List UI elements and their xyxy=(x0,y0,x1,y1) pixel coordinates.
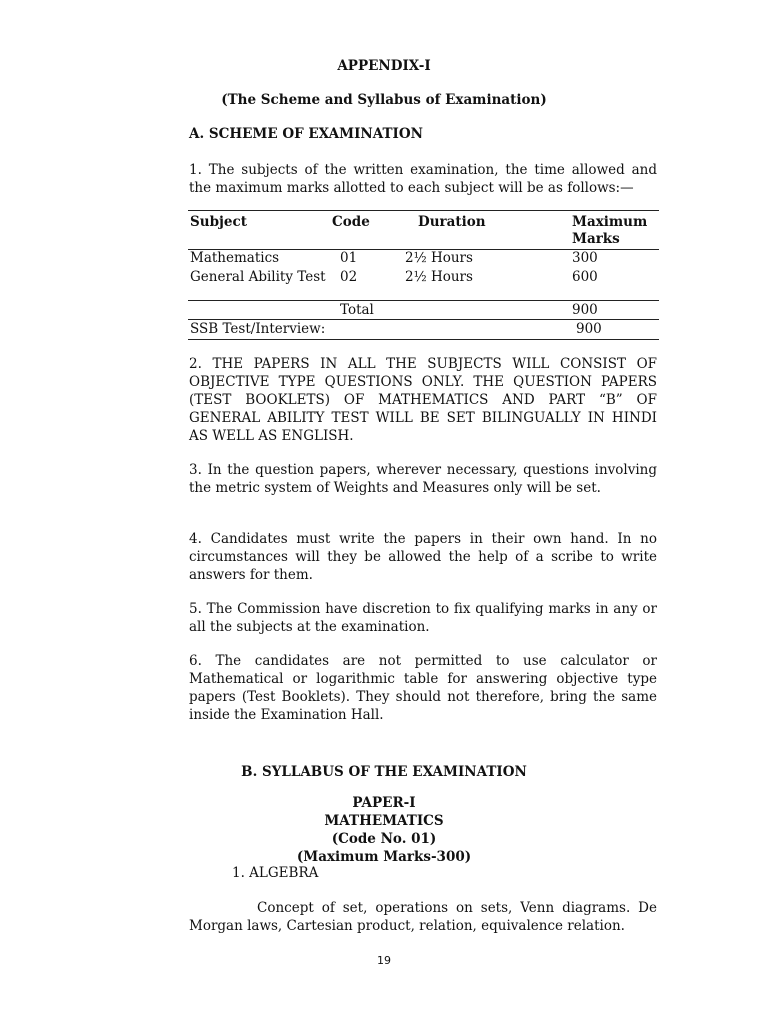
row-duration: 2½ Hours xyxy=(405,269,473,285)
row-marks: 300 xyxy=(572,250,598,266)
table-ssb-rule xyxy=(188,319,659,320)
row-subject: Mathematics xyxy=(190,250,280,266)
section-a-heading: A. SCHEME OF EXAMINATION xyxy=(189,126,423,142)
table-total-rule xyxy=(188,300,659,301)
total-value: 900 xyxy=(572,302,598,318)
row-duration: 2½ Hours xyxy=(405,250,473,266)
paragraph-2: 2. THE PAPERS IN ALL THE SUBJECTS WILL CONSIST OF OBJECTIVE TYPE QUESTIONS ONLY. THE QUESTION PAPERS (TEST BOOKLETS) OF MATHEMATICS AND PART “B” OF GENERAL ABILITY TEST WILL BE SET BILINGUALLY IN HINDI AS WELL AS ENGLISH. xyxy=(189,356,657,444)
row-code: 01 xyxy=(340,250,358,266)
appendix-heading: APPENDIX-I xyxy=(337,58,431,74)
paper-title: PAPER-I xyxy=(352,795,416,811)
table-top-rule xyxy=(188,210,659,211)
paragraph-6: 6. The candidates are not permitted to use calculator or Mathematical or logarithmic table for answering objective type papers (Test Booklets). They should not therefore, bring the same inside the Examination Hall. xyxy=(189,653,657,723)
algebra-heading: 1. ALGEBRA xyxy=(232,865,319,881)
algebra-text: Concept of set, operations on sets, Venn diagrams. De Morgan laws, Cartesian product, relation, equivalence relation. xyxy=(189,900,657,934)
header-max-marks: Maximum Marks xyxy=(572,214,648,247)
table-bottom-rule xyxy=(188,339,659,340)
row-code: 02 xyxy=(340,269,358,285)
total-label: Total xyxy=(340,302,374,318)
paper-subject: MATHEMATICS xyxy=(324,813,444,829)
section-b-heading: B. SYLLABUS OF THE EXAMINATION xyxy=(241,764,527,780)
paragraph-5: 5. The Commission have discretion to fix qualifying marks in any or all the subjects at the examination. xyxy=(189,601,657,635)
ssb-value: 900 xyxy=(576,321,602,337)
row-subject: General Ability Test xyxy=(190,269,326,285)
paragraph-4: 4. Candidates must write the papers in their own hand. In no circumstances will they be allowed the help of a scribe to write answers for them. xyxy=(189,531,657,583)
paper-max-marks: (Maximum Marks-300) xyxy=(296,849,472,865)
header-code: Code xyxy=(332,214,370,230)
paragraph-3: 3. In the question papers, wherever necessary, questions involving the metric system of Weights and Measures only will be set. xyxy=(189,462,657,496)
scheme-title: (The Scheme and Syllabus of Examination) xyxy=(221,92,547,108)
row-marks: 600 xyxy=(572,269,598,285)
header-duration: Duration xyxy=(418,214,486,230)
paper-code: (Code No. 01) xyxy=(331,831,437,847)
header-subject: Subject xyxy=(190,214,247,230)
page-number: 19 xyxy=(377,954,391,967)
ssb-label: SSB Test/Interview: xyxy=(190,321,326,337)
paragraph-1: 1. The subjects of the written examination, the time allowed and the maximum marks allotted to each subject will be as follows:— xyxy=(189,162,657,196)
